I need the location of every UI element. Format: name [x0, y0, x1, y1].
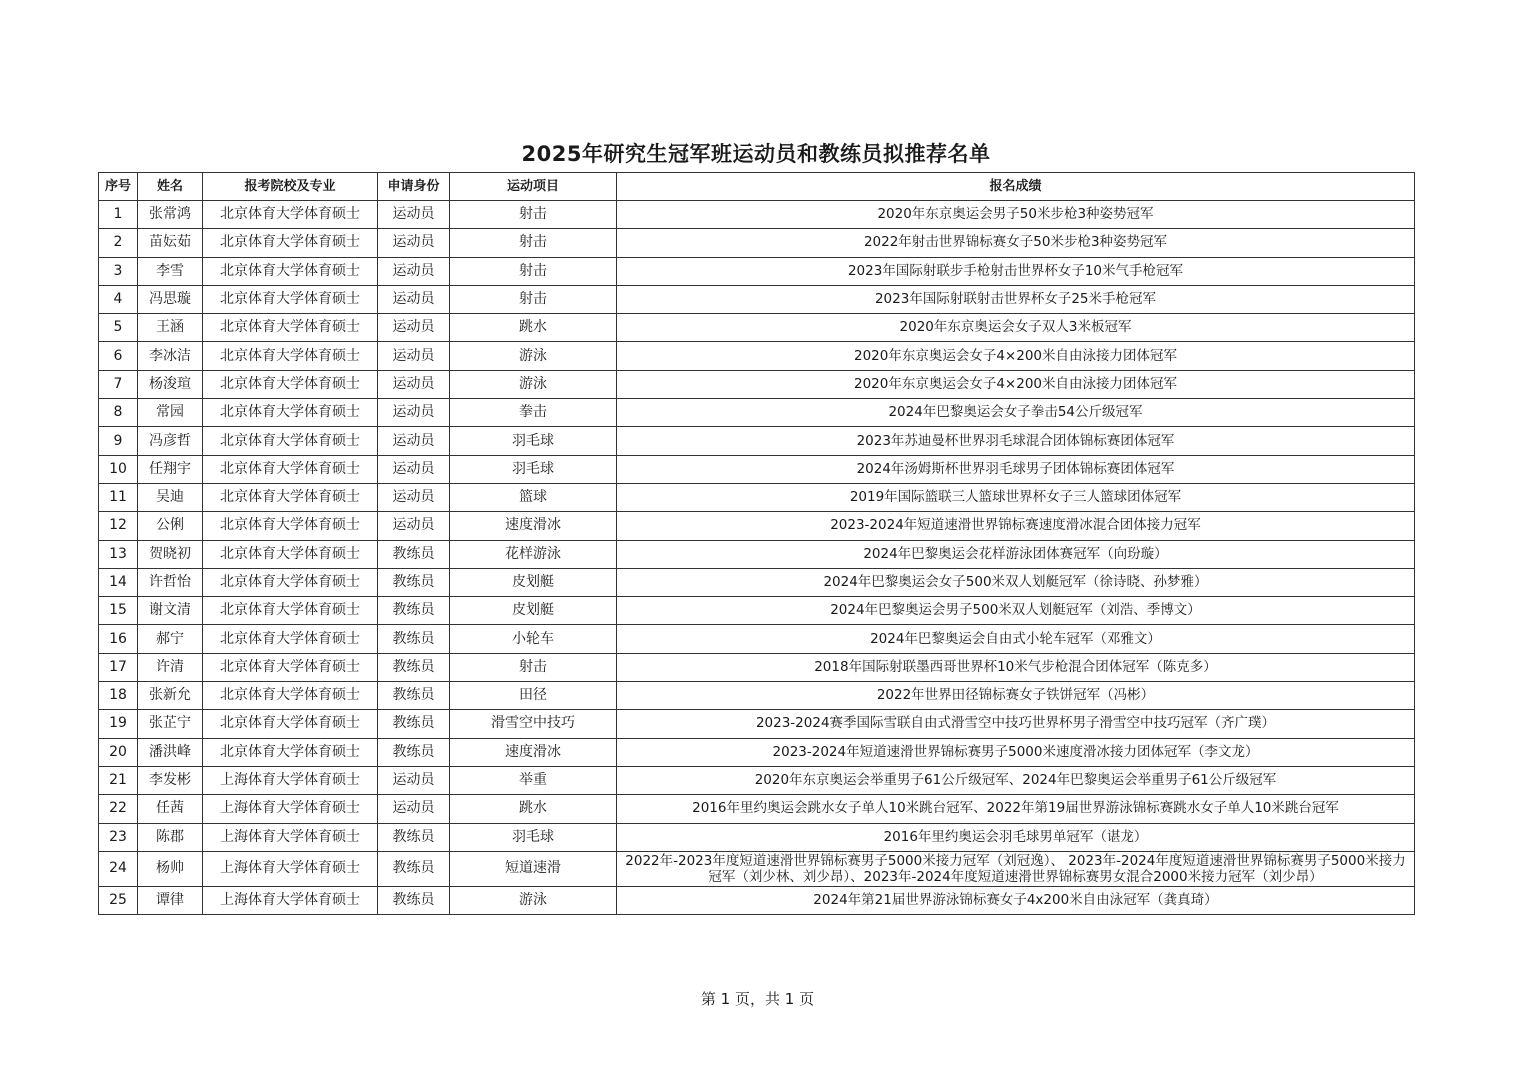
table-row — [99, 597, 1415, 625]
cell-result: 2020年东京奥运会举重男子61公斤级冠军、2024年巴黎奥运会举重男子61公斤级冠军 — [617, 766, 1415, 794]
cell-school: 北京体育大学体育硕士 — [203, 399, 378, 427]
cell-no: 2 — [99, 229, 138, 257]
cell-name: 王涵 — [138, 314, 203, 342]
cell-name: 公俐 — [138, 512, 203, 540]
header-name: 姓名 — [138, 173, 203, 201]
cell-result: 2023-2024赛季国际雪联自由式滑雪空中技巧世界杯男子滑雪空中技巧冠军（齐广璞） — [617, 710, 1415, 738]
cell-result: 2020年东京奥运会女子双人3米板冠军 — [617, 314, 1415, 342]
cell-role: 运动员 — [378, 512, 450, 540]
cell-result: 2020年东京奥运会女子4×200米自由泳接力团体冠军 — [617, 342, 1415, 370]
cell-sport: 速度滑冰 — [450, 512, 617, 540]
table-row — [99, 738, 1415, 766]
header-sport: 运动项目 — [450, 173, 617, 201]
cell-role: 运动员 — [378, 285, 450, 313]
cell-name: 张芷宁 — [138, 710, 203, 738]
cell-result: 2024年汤姆斯杯世界羽毛球男子团体锦标赛团体冠军 — [617, 455, 1415, 483]
cell-no: 19 — [99, 710, 138, 738]
roster-table — [98, 172, 1415, 915]
cell-result: 2016年里约奥运会跳水女子单人10米跳台冠军、2022年第19届世界游泳锦标赛跳水女子单人10米跳台冠军 — [617, 795, 1415, 823]
cell-result: 2018年国际射联墨西哥世界杯10米气步枪混合团体冠军（陈克多） — [617, 653, 1415, 681]
cell-school: 北京体育大学体育硕士 — [203, 738, 378, 766]
cell-sport: 田径 — [450, 682, 617, 710]
table-row — [99, 795, 1415, 823]
cell-school: 北京体育大学体育硕士 — [203, 625, 378, 653]
cell-name: 任茜 — [138, 795, 203, 823]
table-row — [99, 540, 1415, 568]
cell-school: 北京体育大学体育硕士 — [203, 229, 378, 257]
cell-school: 北京体育大学体育硕士 — [203, 257, 378, 285]
cell-no: 23 — [99, 823, 138, 851]
cell-role: 运动员 — [378, 342, 450, 370]
cell-school: 北京体育大学体育硕士 — [203, 682, 378, 710]
cell-result: 2024年巴黎奥运会男子500米双人划艇冠军（刘浩、季博文） — [617, 597, 1415, 625]
cell-name: 郝宁 — [138, 625, 203, 653]
cell-role: 运动员 — [378, 427, 450, 455]
cell-name: 杨浚瑄 — [138, 370, 203, 398]
table-row — [99, 229, 1415, 257]
cell-no: 17 — [99, 653, 138, 681]
cell-no: 8 — [99, 399, 138, 427]
table-row — [99, 851, 1415, 886]
cell-name: 谢文清 — [138, 597, 203, 625]
cell-no: 14 — [99, 568, 138, 596]
cell-sport: 羽毛球 — [450, 427, 617, 455]
cell-name: 贺晓初 — [138, 540, 203, 568]
cell-sport: 游泳 — [450, 342, 617, 370]
cell-sport: 射击 — [450, 653, 617, 681]
cell-school: 北京体育大学体育硕士 — [203, 653, 378, 681]
header-role: 申请身份 — [378, 173, 450, 201]
cell-role: 运动员 — [378, 455, 450, 483]
cell-sport: 跳水 — [450, 795, 617, 823]
cell-role: 运动员 — [378, 766, 450, 794]
cell-school: 北京体育大学体育硕士 — [203, 597, 378, 625]
cell-sport: 举重 — [450, 766, 617, 794]
table-row — [99, 455, 1415, 483]
cell-no: 22 — [99, 795, 138, 823]
cell-sport: 羽毛球 — [450, 823, 617, 851]
cell-sport: 射击 — [450, 285, 617, 313]
cell-school: 上海体育大学体育硕士 — [203, 886, 378, 914]
cell-school: 北京体育大学体育硕士 — [203, 540, 378, 568]
cell-sport: 短道速滑 — [450, 851, 617, 886]
cell-sport: 小轮车 — [450, 625, 617, 653]
cell-school: 北京体育大学体育硕士 — [203, 568, 378, 596]
cell-school: 北京体育大学体育硕士 — [203, 314, 378, 342]
cell-result: 2023-2024年短道速滑世界锦标赛速度滑冰混合团体接力冠军 — [617, 512, 1415, 540]
table-row — [99, 710, 1415, 738]
cell-sport: 羽毛球 — [450, 455, 617, 483]
cell-role: 教练员 — [378, 823, 450, 851]
cell-no: 5 — [99, 314, 138, 342]
cell-result: 2022年世界田径锦标赛女子铁饼冠军（冯彬） — [617, 682, 1415, 710]
cell-school: 北京体育大学体育硕士 — [203, 427, 378, 455]
cell-school: 北京体育大学体育硕士 — [203, 455, 378, 483]
cell-result: 2023年苏迪曼杯世界羽毛球混合团体锦标赛团体冠军 — [617, 427, 1415, 455]
cell-role: 教练员 — [378, 710, 450, 738]
cell-role: 运动员 — [378, 229, 450, 257]
cell-name: 冯思璇 — [138, 285, 203, 313]
cell-result: 2023年国际射联射击世界杯女子25米手枪冠军 — [617, 285, 1415, 313]
cell-result: 2019年国际篮联三人篮球世界杯女子三人篮球团体冠军 — [617, 483, 1415, 511]
table-row — [99, 285, 1415, 313]
table-row — [99, 653, 1415, 681]
cell-sport: 跳水 — [450, 314, 617, 342]
cell-sport: 游泳 — [450, 886, 617, 914]
cell-role: 运动员 — [378, 314, 450, 342]
cell-name: 常园 — [138, 399, 203, 427]
table-row — [99, 568, 1415, 596]
table-row — [99, 766, 1415, 794]
header-result: 报名成绩 — [617, 173, 1415, 201]
cell-school: 北京体育大学体育硕士 — [203, 285, 378, 313]
cell-school: 北京体育大学体育硕士 — [203, 710, 378, 738]
table-row — [99, 370, 1415, 398]
cell-name: 冯彦哲 — [138, 427, 203, 455]
cell-name: 李发彬 — [138, 766, 203, 794]
cell-no: 15 — [99, 597, 138, 625]
cell-name: 潘洪峰 — [138, 738, 203, 766]
cell-school: 北京体育大学体育硕士 — [203, 512, 378, 540]
table-row — [99, 823, 1415, 851]
cell-result: 2024年第21届世界游泳锦标赛女子4x200米自由泳冠军（龚真琦） — [617, 886, 1415, 914]
cell-name: 许哲怡 — [138, 568, 203, 596]
cell-result: 2024年巴黎奥运会花样游泳团体赛冠军（向玢璇） — [617, 540, 1415, 568]
cell-role: 教练员 — [378, 738, 450, 766]
cell-sport: 拳击 — [450, 399, 617, 427]
table-row — [99, 427, 1415, 455]
cell-result: 2020年东京奥运会女子4×200米自由泳接力团体冠军 — [617, 370, 1415, 398]
table-row — [99, 886, 1415, 914]
table-row — [99, 399, 1415, 427]
cell-sport: 皮划艇 — [450, 597, 617, 625]
cell-role: 运动员 — [378, 257, 450, 285]
cell-role: 运动员 — [378, 795, 450, 823]
cell-result: 2024年巴黎奥运会女子拳击54公斤级冠军 — [617, 399, 1415, 427]
cell-no: 21 — [99, 766, 138, 794]
document-title: 2025年研究生冠军班运动员和教练员拟推荐名单 — [521, 142, 991, 166]
header-no: 序号 — [99, 173, 138, 201]
cell-role: 教练员 — [378, 568, 450, 596]
table-row — [99, 682, 1415, 710]
cell-sport: 皮划艇 — [450, 568, 617, 596]
cell-sport: 射击 — [450, 257, 617, 285]
cell-no: 25 — [99, 886, 138, 914]
cell-school: 北京体育大学体育硕士 — [203, 201, 378, 229]
cell-role: 教练员 — [378, 682, 450, 710]
header-school: 报考院校及专业 — [203, 173, 378, 201]
cell-name: 吴迪 — [138, 483, 203, 511]
cell-school: 上海体育大学体育硕士 — [203, 766, 378, 794]
cell-no: 1 — [99, 201, 138, 229]
cell-sport: 游泳 — [450, 370, 617, 398]
cell-name: 陈郡 — [138, 823, 203, 851]
cell-name: 任翔宇 — [138, 455, 203, 483]
cell-name: 李雪 — [138, 257, 203, 285]
cell-school: 北京体育大学体育硕士 — [203, 483, 378, 511]
cell-name: 李冰洁 — [138, 342, 203, 370]
cell-sport: 速度滑冰 — [450, 738, 617, 766]
table-row — [99, 342, 1415, 370]
cell-no: 24 — [99, 851, 138, 886]
cell-role: 教练员 — [378, 886, 450, 914]
cell-role: 运动员 — [378, 370, 450, 398]
cell-role: 运动员 — [378, 399, 450, 427]
cell-name: 谭律 — [138, 886, 203, 914]
cell-role: 教练员 — [378, 540, 450, 568]
cell-no: 11 — [99, 483, 138, 511]
cell-school: 北京体育大学体育硕士 — [203, 342, 378, 370]
cell-result: 2020年东京奥运会男子50米步枪3种姿势冠军 — [617, 201, 1415, 229]
cell-result: 2022年射击世界锦标赛女子50米步枪3种姿势冠军 — [617, 229, 1415, 257]
cell-sport: 篮球 — [450, 483, 617, 511]
cell-no: 7 — [99, 370, 138, 398]
cell-result: 2024年巴黎奥运会女子500米双人划艇冠军（徐诗晓、孙梦雅） — [617, 568, 1415, 596]
cell-no: 16 — [99, 625, 138, 653]
page-footer: 第 1 页，共 1 页 — [700, 990, 815, 1008]
cell-role: 运动员 — [378, 483, 450, 511]
cell-name: 杨帅 — [138, 851, 203, 886]
table-header-row — [99, 173, 1415, 201]
table-body — [99, 201, 1415, 915]
cell-sport: 射击 — [450, 229, 617, 257]
cell-no: 13 — [99, 540, 138, 568]
cell-name: 许清 — [138, 653, 203, 681]
table-row — [99, 257, 1415, 285]
cell-name: 苗妘茹 — [138, 229, 203, 257]
cell-result: 2016年里约奥运会羽毛球男单冠军（谌龙） — [617, 823, 1415, 851]
cell-no: 6 — [99, 342, 138, 370]
table-row — [99, 483, 1415, 511]
cell-name: 张常鸿 — [138, 201, 203, 229]
cell-name: 张新允 — [138, 682, 203, 710]
table-row — [99, 625, 1415, 653]
table-row — [99, 201, 1415, 229]
cell-result: 2023年国际射联步手枪射击世界杯女子10米气手枪冠军 — [617, 257, 1415, 285]
cell-no: 9 — [99, 427, 138, 455]
cell-school: 北京体育大学体育硕士 — [203, 370, 378, 398]
cell-school: 上海体育大学体育硕士 — [203, 823, 378, 851]
cell-result: 2022年-2023年度短道速滑世界锦标赛男子5000米接力冠军（刘冠逸）、 2023年-2024年度短道速滑世界锦标赛男子5000米接力冠军（刘少林、刘少昂）、2023年-2024年度短道速滑世界锦标赛男女混合2000米接力冠军（刘少昂） — [617, 851, 1415, 886]
cell-role: 教练员 — [378, 653, 450, 681]
cell-school: 上海体育大学体育硕士 — [203, 851, 378, 886]
cell-sport: 射击 — [450, 201, 617, 229]
cell-sport: 滑雪空中技巧 — [450, 710, 617, 738]
cell-no: 18 — [99, 682, 138, 710]
cell-school: 上海体育大学体育硕士 — [203, 795, 378, 823]
cell-role: 运动员 — [378, 201, 450, 229]
cell-result: 2024年巴黎奥运会自由式小轮车冠军（邓雅文） — [617, 625, 1415, 653]
cell-result: 2023-2024年短道速滑世界锦标赛男子5000米速度滑冰接力团体冠军（李文龙） — [617, 738, 1415, 766]
cell-role: 教练员 — [378, 625, 450, 653]
cell-sport: 花样游泳 — [450, 540, 617, 568]
cell-no: 4 — [99, 285, 138, 313]
cell-no: 12 — [99, 512, 138, 540]
cell-role: 教练员 — [378, 597, 450, 625]
cell-no: 20 — [99, 738, 138, 766]
table-row — [99, 512, 1415, 540]
cell-no: 10 — [99, 455, 138, 483]
table-row — [99, 314, 1415, 342]
cell-role: 教练员 — [378, 851, 450, 886]
cell-no: 3 — [99, 257, 138, 285]
